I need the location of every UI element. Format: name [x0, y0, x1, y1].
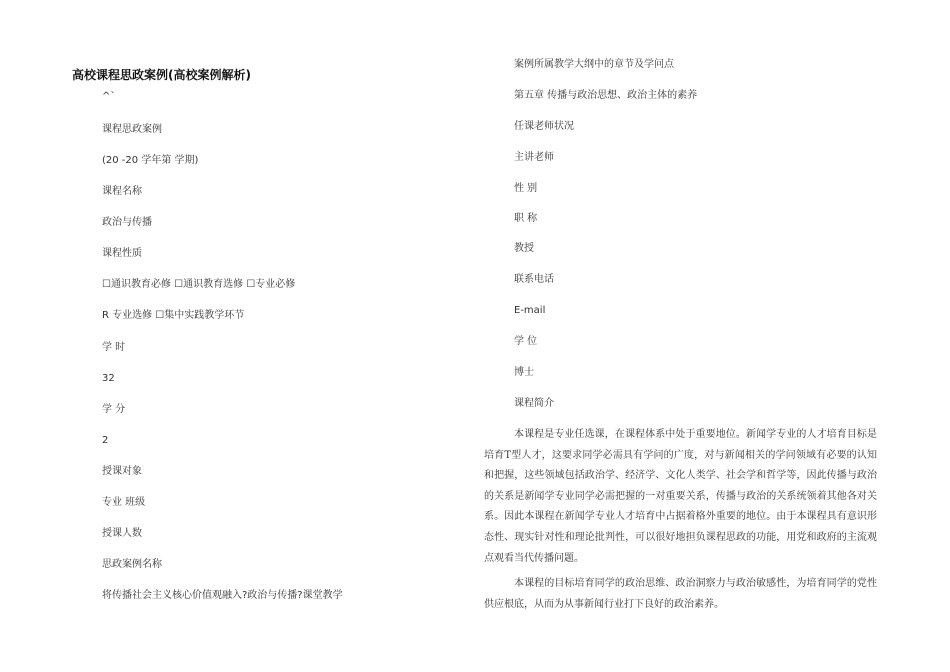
- right-line-gender-label: 性 别: [514, 183, 538, 194]
- left-line-nature-options-2: R 专业选修 ☐集中实践教学环节: [102, 310, 245, 321]
- right-line-lead-teacher: 主讲老师: [514, 152, 554, 163]
- course-intro-paragraph-1: 本课程是专业任选课，在课程体系中处于重要地位。新闻学专业的人才培育目标是培育T型人才，这要求同学必需具有学问的广度，对与新闻相关的学问领域有必要的认知和把握，这些领域包括政治学、经济学、文化人类学、社会学和哲学等，因此传播与政治的关系是新闻学专业同学必需把握的一对重要关系，传播与政治的关系统领着其他各对关系。因此本课程在新闻学专业人才培育中占据着格外重要的地位。由于本课程具有意识形态性、现实针对性和理论批判性，可以很好地担负课程思政的功能，用党和政府的主流观点观看当代传播问题。: [484, 429, 877, 564]
- left-line-credits-label: 学 分: [102, 404, 126, 415]
- right-line-degree-label: 学 位: [514, 336, 538, 347]
- right-line-title-label: 职 称: [514, 213, 538, 224]
- left-line-nature-options-1: ☐通识教育必修 ☐通识教育选修 ☐专业必修: [102, 279, 296, 290]
- left-line-audience-label: 授课对象: [102, 466, 142, 477]
- left-line-case-name-value: 将传播社会主义核心价值观融入?政治与传播?课堂教学: [102, 590, 343, 601]
- right-line-teacher-status: 任课老师状况: [514, 121, 574, 132]
- left-line-audience-value: 专业 班级: [102, 497, 146, 508]
- right-line-email-label: E-mail: [514, 305, 546, 316]
- right-line-phone-label: 联系电话: [514, 274, 554, 285]
- right-line-chapter: 第五章 传播与政治思想、政治主体的素养: [514, 90, 698, 101]
- left-line-hours-label: 学 时: [102, 342, 126, 353]
- left-line-case-name-label: 思政案例名称: [102, 559, 162, 570]
- left-line-hours-value: 32: [102, 373, 115, 384]
- left-line-academic-year: (20 -20 学年第 学期): [102, 155, 199, 166]
- right-line-degree-value: 博士: [514, 367, 534, 378]
- left-line-case-heading: 课程思政案例: [102, 124, 162, 135]
- course-intro-paragraph-2: 本课程的目标培育同学的政治思维、政治洞察力与政治敏感性，为培育同学的党性供应根底，从而为从事新闻行业打下良好的政治素养。: [484, 578, 877, 610]
- right-line-intro-label: 课程简介: [514, 398, 554, 409]
- left-line-headcount-label: 授课人数: [102, 528, 142, 539]
- left-line-caret: ^`: [102, 91, 116, 102]
- left-line-credits-value: 2: [102, 435, 109, 446]
- right-line-syllabus-label: 案例所属教学大纲中的章节及学问点: [514, 59, 674, 70]
- right-line-title-value: 教授: [514, 243, 534, 254]
- left-line-course-name-value: 政治与传播: [102, 217, 152, 228]
- left-line-course-nature-label: 课程性质: [102, 248, 142, 259]
- left-line-course-name-label: 课程名称: [102, 186, 142, 197]
- document-title: 高校课程思政案例(高校案例解析): [72, 68, 251, 82]
